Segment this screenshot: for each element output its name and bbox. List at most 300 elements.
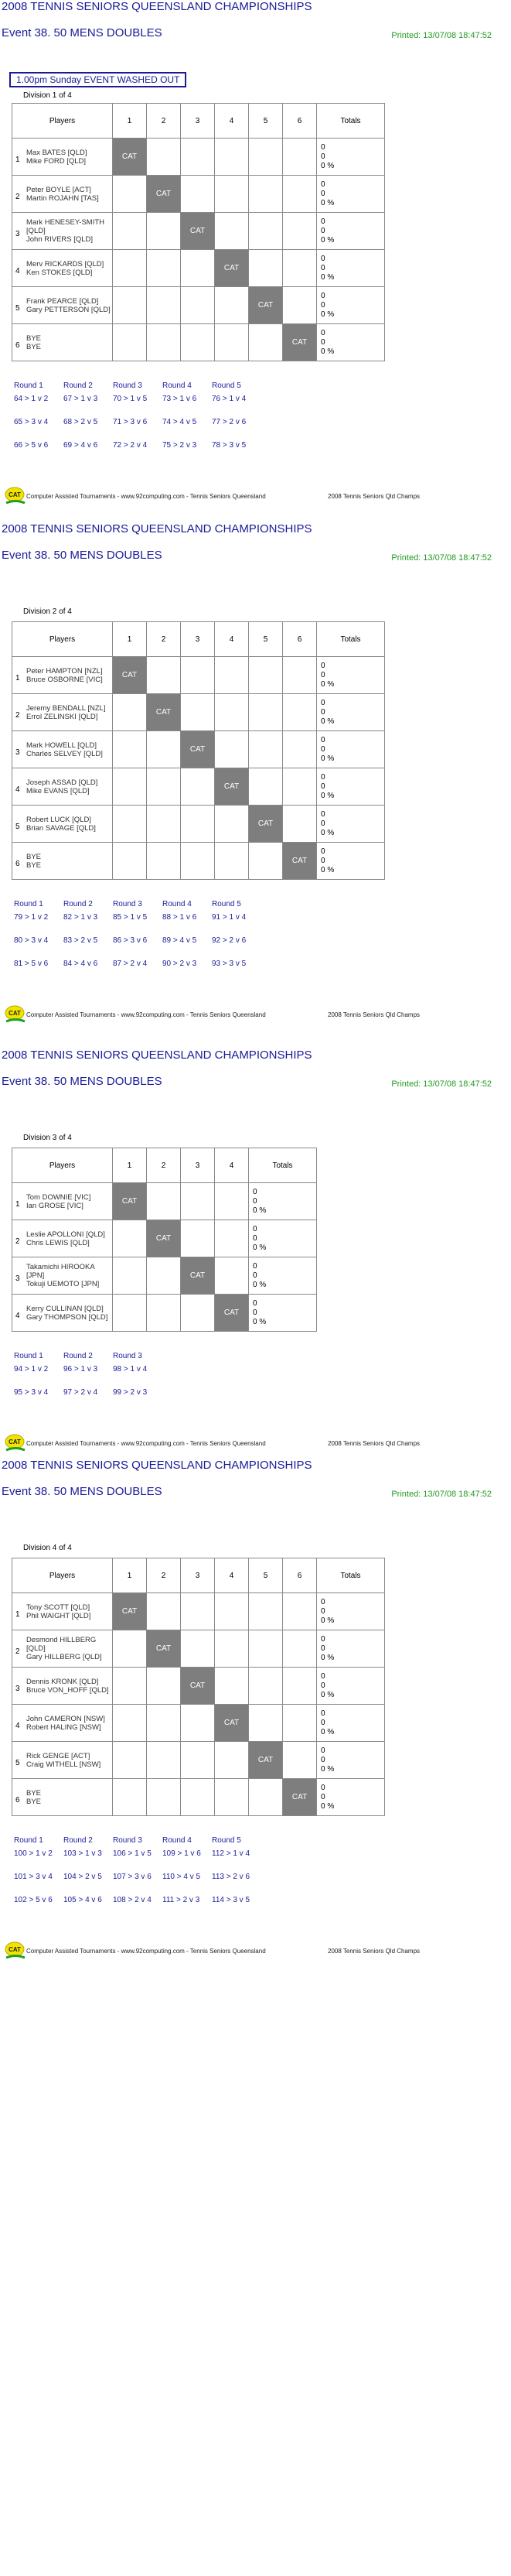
result-cell <box>181 1295 215 1332</box>
match-entry: 71 > 3 v 6 <box>113 418 148 426</box>
totals-header: Totals <box>317 622 385 657</box>
totals-cell <box>249 1257 317 1295</box>
player-name: John CAMERON [NSW] <box>26 1714 105 1723</box>
result-cell <box>147 731 181 768</box>
result-cell <box>147 324 181 361</box>
match-entry: 111 > 2 v 3 <box>162 1896 200 1904</box>
total-value: 0 <box>321 300 325 310</box>
result-cell <box>215 324 249 361</box>
column-header: 1 <box>113 622 147 657</box>
result-cell <box>147 1779 181 1816</box>
round-column <box>14 1836 63 1919</box>
printed-timestamp: Printed: 13/07/08 18:47:52 <box>391 1079 492 1089</box>
seed-number: 2 <box>15 710 20 720</box>
totals-cell <box>317 287 385 324</box>
result-cell <box>181 176 215 213</box>
cat-cell: CAT <box>113 1183 147 1220</box>
result-cell <box>113 731 147 768</box>
player-name: Tom DOWNIE [VIC] <box>26 1192 91 1202</box>
column-header: 1 <box>113 1558 147 1593</box>
pair-names <box>26 149 112 166</box>
player-name: Phil WAIGHT [QLD] <box>26 1611 91 1620</box>
totals-header: Totals <box>317 104 385 139</box>
result-cell <box>181 287 215 324</box>
players-cell <box>12 1630 113 1668</box>
result-cell <box>283 657 317 694</box>
players-header: Players <box>12 104 113 139</box>
column-header: 4 <box>215 622 249 657</box>
match-entry: 82 > 1 v 3 <box>63 913 98 922</box>
result-cell <box>147 657 181 694</box>
round-column <box>63 1836 113 1919</box>
match-entry: 73 > 1 v 6 <box>162 395 197 403</box>
totals-cell <box>317 1779 385 1816</box>
total-value: 0 % <box>321 717 335 726</box>
player-name: Joseph ASSAD [QLD] <box>26 778 98 787</box>
players-cell <box>12 768 113 806</box>
result-cell <box>181 139 215 176</box>
total-value: 0 <box>321 337 325 347</box>
player-name: Tokuji UEMOTO [JPN] <box>26 1280 100 1288</box>
result-cell <box>215 1593 249 1630</box>
result-cell <box>249 1705 283 1742</box>
seed-number: 4 <box>15 266 20 275</box>
cat-cell: CAT <box>113 1593 147 1630</box>
pair-names <box>26 260 112 277</box>
total-value: 0 % <box>321 198 335 207</box>
match-entry: 112 > 1 v 4 <box>212 1849 250 1858</box>
result-cell <box>283 1705 317 1742</box>
cat-cell: CAT <box>215 250 249 287</box>
players-cell <box>12 1220 113 1257</box>
seed-number: 5 <box>15 1758 20 1767</box>
result-cell <box>113 1220 147 1257</box>
match-entry: 83 > 2 v 5 <box>63 936 98 945</box>
total-value: 0 % <box>253 1206 267 1215</box>
total-value: 0 <box>253 1196 257 1206</box>
match-entry: 69 > 4 v 6 <box>63 441 98 450</box>
result-cell <box>113 768 147 806</box>
pair-names <box>26 816 112 833</box>
totals-cell <box>249 1220 317 1257</box>
match-entry: 85 > 1 v 5 <box>113 913 148 922</box>
table-row <box>12 213 385 250</box>
round-label: Round 4 <box>162 900 192 908</box>
match-entry: 88 > 1 v 6 <box>162 913 197 922</box>
match-entry: 80 > 3 v 4 <box>14 936 49 945</box>
players-cell <box>12 139 113 176</box>
round-column <box>212 900 261 983</box>
player-name: BYE <box>26 852 42 861</box>
footer-right-text: 2008 Tennis Seniors Qld Champs <box>328 1440 421 1447</box>
match-entry: 76 > 1 v 4 <box>212 395 247 403</box>
result-cell <box>181 1630 215 1668</box>
pair-names <box>26 1305 112 1322</box>
total-value: 0 % <box>321 865 335 874</box>
players-cell <box>12 250 113 287</box>
cat-cell: CAT <box>147 1630 181 1668</box>
player-name: BYE <box>26 334 42 343</box>
match-entry: 95 > 3 v 4 <box>14 1388 49 1397</box>
players-cell <box>12 843 113 880</box>
result-cell <box>113 1257 147 1295</box>
seed-number: 5 <box>15 822 20 831</box>
table-row <box>12 768 385 806</box>
cat-logo-icon <box>5 1941 26 1961</box>
total-value: 0 <box>253 1261 257 1271</box>
championship-title: 2008 TENNIS SENIORS QUEENSLAND CHAMPIONSHIPS <box>2 0 312 13</box>
match-entry: 81 > 5 v 6 <box>14 960 49 968</box>
player-name: Gary PETTERSON [QLD] <box>26 305 111 314</box>
players-cell <box>12 1705 113 1742</box>
match-entry: 78 > 3 v 5 <box>212 441 247 450</box>
seed-number: 3 <box>15 1684 20 1693</box>
totals-cell <box>317 324 385 361</box>
result-cell <box>283 1593 317 1630</box>
result-cell <box>215 287 249 324</box>
column-header: 2 <box>147 622 181 657</box>
total-value: 0 % <box>253 1243 267 1252</box>
pair-names <box>26 704 112 721</box>
footer-text: Computer Assisted Tournaments - www.92computing.com - Tennis Seniors Queensland <box>26 1948 266 1955</box>
match-entry: 68 > 2 v 5 <box>63 418 98 426</box>
result-cell <box>113 250 147 287</box>
pair-names <box>26 218 112 244</box>
result-cell <box>249 250 283 287</box>
result-cell <box>283 1668 317 1705</box>
table-row <box>12 176 385 213</box>
result-cell <box>249 176 283 213</box>
result-cell <box>215 176 249 213</box>
player-name: John RIVERS [QLD] <box>26 235 94 244</box>
player-name: Ken STOKES [QLD] <box>26 268 93 277</box>
match-entry: 103 > 1 v 3 <box>63 1849 102 1858</box>
result-cell <box>249 731 283 768</box>
player-name: Chris LEWIS [QLD] <box>26 1238 90 1247</box>
player-name: Mark HOWELL [QLD] <box>26 741 97 750</box>
result-cell <box>147 139 181 176</box>
round-robin-table <box>12 1558 385 1816</box>
match-entry: 96 > 1 v 3 <box>63 1365 98 1374</box>
result-cell <box>283 139 317 176</box>
pair-names <box>26 853 112 870</box>
result-cell <box>147 250 181 287</box>
logo-text: CAT <box>9 1946 21 1953</box>
table-header-row <box>12 1148 317 1183</box>
total-value: 0 <box>321 1755 325 1764</box>
seed-number: 1 <box>15 1610 20 1619</box>
cat-cell: CAT <box>147 694 181 731</box>
round-label: Round 1 <box>14 1836 43 1845</box>
player-name: BYE <box>26 1788 42 1798</box>
result-cell <box>215 1779 249 1816</box>
match-entry: 70 > 1 v 5 <box>113 395 148 403</box>
player-name: Frank PEARCE [QLD] <box>26 296 99 306</box>
result-cell <box>215 1257 249 1295</box>
round-robin-table <box>12 621 385 880</box>
totals-cell <box>317 250 385 287</box>
result-cell <box>147 287 181 324</box>
match-entry: 109 > 1 v 6 <box>162 1849 201 1858</box>
column-header: 3 <box>181 1558 215 1593</box>
cat-cell: CAT <box>215 1705 249 1742</box>
total-value: 0 % <box>321 1653 335 1662</box>
result-cell <box>113 287 147 324</box>
event-title: Event 38. 50 MENS DOUBLES <box>2 549 162 562</box>
player-name: Errol ZELINSKI [QLD] <box>26 712 98 721</box>
pair-names <box>26 778 112 795</box>
result-cell <box>215 731 249 768</box>
match-entry: 84 > 4 v 6 <box>63 960 98 968</box>
round-column <box>14 381 63 464</box>
result-cell <box>283 287 317 324</box>
total-value: 0 <box>321 735 325 744</box>
table-row <box>12 1295 317 1332</box>
table-header-row <box>12 1558 385 1593</box>
totals-header: Totals <box>317 1558 385 1593</box>
result-cell <box>181 1220 215 1257</box>
result-cell <box>249 657 283 694</box>
player-name: Leslie APOLLONI [QLD] <box>26 1230 105 1239</box>
round-label: Round 1 <box>14 381 43 390</box>
division-label: Division 2 of 4 <box>23 607 72 616</box>
total-value: 0 <box>321 744 325 754</box>
total-value: 0 <box>253 1308 257 1317</box>
result-cell <box>215 843 249 880</box>
totals-cell <box>249 1295 317 1332</box>
match-entry: 107 > 3 v 6 <box>113 1873 152 1881</box>
result-cell <box>113 213 147 250</box>
round-label: Round 3 <box>113 1352 142 1360</box>
match-entry: 100 > 1 v 2 <box>14 1849 53 1858</box>
totals-cell <box>317 768 385 806</box>
round-column <box>212 381 261 464</box>
match-entry: 114 > 3 v 5 <box>212 1896 250 1904</box>
result-cell <box>113 324 147 361</box>
seed-number: 4 <box>15 1721 20 1730</box>
round-column <box>162 381 212 464</box>
total-value: 0 <box>321 670 325 679</box>
players-cell <box>12 324 113 361</box>
table-row <box>12 1742 385 1779</box>
result-cell <box>215 694 249 731</box>
totals-cell <box>317 1593 385 1630</box>
players-cell <box>12 731 113 768</box>
result-cell <box>113 1630 147 1668</box>
column-header: 3 <box>181 104 215 139</box>
column-header: 4 <box>215 104 249 139</box>
round-column <box>63 381 113 464</box>
cat-cell: CAT <box>283 324 317 361</box>
championship-title: 2008 TENNIS SENIORS QUEENSLAND CHAMPIONSHIPS <box>2 522 312 535</box>
result-cell <box>113 1742 147 1779</box>
totals-cell <box>249 1183 317 1220</box>
players-cell <box>12 176 113 213</box>
page-footer <box>5 1433 484 1453</box>
seed-number: 2 <box>15 1647 20 1656</box>
result-cell <box>249 1630 283 1668</box>
column-header: 2 <box>147 1558 181 1593</box>
round-robin-table <box>12 103 385 361</box>
players-cell <box>12 1779 113 1816</box>
total-value: 0 <box>321 328 325 337</box>
round-label: Round 4 <box>162 1836 192 1845</box>
total-value: 0 % <box>321 1727 335 1736</box>
match-entry: 65 > 3 v 4 <box>14 418 49 426</box>
result-cell <box>181 1593 215 1630</box>
event-title: Event 38. 50 MENS DOUBLES <box>2 1485 162 1498</box>
result-cell <box>283 1742 317 1779</box>
cat-logo-icon <box>5 1433 26 1453</box>
pair-names <box>26 1752 112 1769</box>
result-cell <box>181 1705 215 1742</box>
match-entry: 110 > 4 v 5 <box>162 1873 201 1881</box>
total-value: 0 % <box>321 272 335 282</box>
player-name: Desmond HILLBERG [QLD] <box>26 1636 97 1653</box>
table-row <box>12 1779 385 1816</box>
total-value: 0 <box>321 189 325 198</box>
total-value: 0 <box>321 1644 325 1653</box>
total-value: 0 % <box>253 1280 267 1289</box>
column-header: 2 <box>147 104 181 139</box>
total-value: 0 % <box>321 1690 335 1699</box>
round-label: Round 2 <box>63 1352 93 1360</box>
column-header: 6 <box>283 622 317 657</box>
cat-cell: CAT <box>283 843 317 880</box>
printed-timestamp: Printed: 13/07/08 18:47:52 <box>391 1490 492 1499</box>
players-cell <box>12 1593 113 1630</box>
round-label: Round 2 <box>63 1836 93 1845</box>
result-cell <box>147 1295 181 1332</box>
result-cell <box>113 843 147 880</box>
championship-title: 2008 TENNIS SENIORS QUEENSLAND CHAMPIONSHIPS <box>2 1049 312 1062</box>
cat-cell: CAT <box>113 139 147 176</box>
table-row <box>12 324 385 361</box>
totals-header: Totals <box>249 1148 317 1183</box>
division-label: Division 4 of 4 <box>23 1544 72 1552</box>
players-header: Players <box>12 622 113 657</box>
cat-cell: CAT <box>249 806 283 843</box>
total-value: 0 <box>253 1271 257 1280</box>
player-name: Brian SAVAGE [QLD] <box>26 823 96 833</box>
table-header-row <box>12 104 385 139</box>
total-value: 0 <box>321 698 325 707</box>
seed-number: 2 <box>15 1237 20 1246</box>
total-value: 0 <box>321 809 325 819</box>
total-value: 0 <box>321 1597 325 1606</box>
result-cell <box>283 1630 317 1668</box>
result-cell <box>181 694 215 731</box>
total-value: 0 <box>253 1233 257 1243</box>
result-cell <box>113 1705 147 1742</box>
column-header: 1 <box>113 104 147 139</box>
result-cell <box>147 806 181 843</box>
result-cell <box>147 1593 181 1630</box>
match-entry: 64 > 1 v 2 <box>14 395 49 403</box>
total-value: 0 % <box>321 1764 335 1774</box>
pair-names <box>26 741 112 758</box>
pair-names <box>26 1678 112 1695</box>
totals-cell <box>317 1742 385 1779</box>
totals-cell <box>317 1630 385 1668</box>
total-value: 0 <box>321 226 325 235</box>
pair-names <box>26 1715 112 1732</box>
result-cell <box>249 694 283 731</box>
totals-cell <box>317 694 385 731</box>
cat-cell: CAT <box>215 768 249 806</box>
round-label: Round 1 <box>14 900 43 908</box>
total-value: 0 <box>253 1224 257 1233</box>
result-cell <box>249 843 283 880</box>
total-value: 0 <box>321 856 325 865</box>
footer-text: Computer Assisted Tournaments - www.92computing.com - Tennis Seniors Queensland <box>26 493 266 500</box>
column-header: 3 <box>181 1148 215 1183</box>
result-cell <box>181 768 215 806</box>
result-cell <box>113 176 147 213</box>
total-value: 0 % <box>321 791 335 800</box>
seed-number: 6 <box>15 340 20 350</box>
match-entry: 99 > 2 v 3 <box>113 1388 148 1397</box>
washed-out-notice: 1.00pm Sunday EVENT WASHED OUT <box>9 72 186 87</box>
footer-text: Computer Assisted Tournaments - www.92computing.com - Tennis Seniors Queensland <box>26 1011 266 1018</box>
column-header: 5 <box>249 1558 283 1593</box>
total-value: 0 <box>321 1681 325 1690</box>
result-cell <box>215 139 249 176</box>
round-label: Round 1 <box>14 1352 43 1360</box>
player-name: BYE <box>26 342 42 351</box>
result-cell <box>113 694 147 731</box>
round-label: Round 5 <box>212 900 241 908</box>
page-footer <box>5 486 484 506</box>
match-entry: 102 > 5 v 6 <box>14 1896 53 1904</box>
result-cell <box>113 1295 147 1332</box>
player-name: Gary THOMPSON [QLD] <box>26 1312 108 1322</box>
result-cell <box>249 1668 283 1705</box>
match-entry: 90 > 2 v 3 <box>162 960 197 968</box>
total-value: 0 <box>321 1718 325 1727</box>
column-header: 5 <box>249 104 283 139</box>
result-cell <box>283 250 317 287</box>
player-name: Kerry CULLINAN [QLD] <box>26 1304 104 1313</box>
seed-number: 4 <box>15 785 20 794</box>
seed-number: 6 <box>15 859 20 868</box>
total-value: 0 <box>321 1634 325 1644</box>
total-value: 0 <box>321 217 325 226</box>
total-value: 0 % <box>321 347 335 356</box>
result-cell <box>249 1779 283 1816</box>
player-name: Mike FORD [QLD] <box>26 156 87 166</box>
result-cell <box>181 1183 215 1220</box>
player-name: Charles SELVEY [QLD] <box>26 749 103 758</box>
result-cell <box>181 1779 215 1816</box>
round-label: Round 3 <box>113 900 142 908</box>
cat-cell: CAT <box>181 213 215 250</box>
player-name: Merv RICKARDS [QLD] <box>26 259 104 269</box>
table-header-row <box>12 622 385 657</box>
cat-cell: CAT <box>249 1742 283 1779</box>
match-entry: 87 > 2 v 4 <box>113 960 148 968</box>
player-name: Martin ROJAHN [TAS] <box>26 193 99 203</box>
match-entry: 104 > 2 v 5 <box>63 1873 102 1881</box>
total-value: 0 <box>321 847 325 856</box>
player-name: Peter HAMPTON [NZL] <box>26 666 103 676</box>
result-cell <box>147 1742 181 1779</box>
total-value: 0 <box>321 152 325 161</box>
round-label: Round 2 <box>63 381 93 390</box>
round-label: Round 4 <box>162 381 192 390</box>
round-column <box>63 900 113 983</box>
players-header: Players <box>12 1148 113 1183</box>
